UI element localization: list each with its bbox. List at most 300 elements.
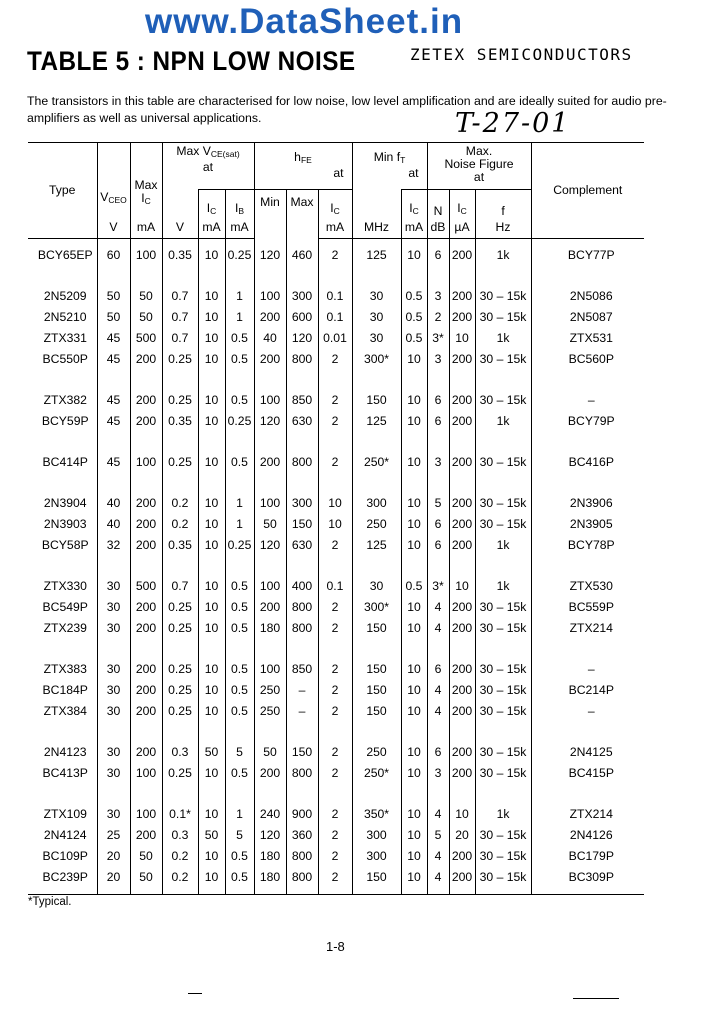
- cell-hfe-max: 850: [286, 390, 318, 411]
- cell-nf-ic: 20: [449, 825, 475, 846]
- cell-vceo: 30: [97, 576, 130, 597]
- cell-comp: BC179P: [531, 846, 644, 867]
- cell-vceo: 30: [97, 804, 130, 825]
- cell-hfe-max: 800: [286, 763, 318, 784]
- cell-ft-ic: 0.5: [401, 307, 427, 328]
- cell-ft-ic: 10: [401, 680, 427, 701]
- cell-vce-ic: 10: [198, 680, 225, 701]
- cell-nf-f: 30 – 15k: [475, 493, 531, 514]
- cell-vce-ic: 10: [198, 535, 225, 556]
- cell-hfe-ic: 2: [318, 825, 352, 846]
- row-spacer: [28, 888, 644, 895]
- cell-vce-ic: 10: [198, 804, 225, 825]
- cell-hfe-ic: 2: [318, 763, 352, 784]
- cell-vceo: 50: [97, 286, 130, 307]
- cell-ic: 200: [130, 493, 162, 514]
- cell-vce-ib: 0.5: [225, 452, 254, 473]
- cell-vce: 0.35: [162, 535, 198, 556]
- cell-vce-ic: 10: [198, 763, 225, 784]
- cell-ic: 50: [130, 846, 162, 867]
- cell-ic: 100: [130, 452, 162, 473]
- cell-type: ZTX330: [43, 579, 87, 593]
- cell-nf: 3: [427, 452, 449, 473]
- cell-ft: 125: [352, 535, 401, 556]
- cell-comp: 2N5086: [531, 286, 644, 307]
- cell-comp: BC560P: [531, 349, 644, 370]
- cell-ft-ic: 10: [401, 804, 427, 825]
- cell-nf-f: 30 – 15k: [475, 286, 531, 307]
- cell-hfe-ic: 2: [318, 742, 352, 763]
- cell-hfe-min: 50: [254, 514, 286, 535]
- header-ft-group: Min $f_T$ at: [352, 143, 427, 190]
- cell-comp: BC559P: [531, 597, 644, 618]
- cell-ic: 500: [130, 328, 162, 349]
- cell-nf-f: 1k: [475, 535, 531, 556]
- cell-vce-ic: 10: [198, 493, 225, 514]
- header-vce-sat-group: Max $V_{CE(sat)}$ at: [162, 143, 254, 190]
- cell-hfe-min: 120: [254, 238, 286, 266]
- cell-vce-ib: 1: [225, 804, 254, 825]
- table-row: [28, 349, 644, 370]
- cell-ic: 200: [130, 618, 162, 639]
- cell-ft-ic: 10: [401, 535, 427, 556]
- table-row: [28, 701, 644, 722]
- cell-type: 2N3903: [43, 517, 87, 531]
- cell-ic: 200: [130, 701, 162, 722]
- cell-nf: 3*: [427, 576, 449, 597]
- cell-hfe-ic: 2: [318, 390, 352, 411]
- header-ft-ic-unit: mA: [401, 218, 427, 239]
- cell-type: BCY65EP: [37, 248, 93, 262]
- cell-nf: 4: [427, 867, 449, 888]
- cell-nf-ic: 200: [449, 452, 475, 473]
- cell-vce-ib: 0.5: [225, 701, 254, 722]
- cell-nf-ic: 200: [449, 535, 475, 556]
- cell-vce: 0.35: [162, 411, 198, 432]
- cell-nf-ic: 200: [449, 411, 475, 432]
- cell-ft-ic: 10: [401, 742, 427, 763]
- header-vce-v-spacer: [162, 190, 198, 218]
- table-row: [28, 286, 644, 307]
- cell-ft: 150: [352, 390, 401, 411]
- table-row: [28, 618, 644, 639]
- cell-type: ZTX109: [43, 807, 87, 821]
- cell-vce-ib: 5: [225, 825, 254, 846]
- cell-hfe-min: 180: [254, 846, 286, 867]
- cell-nf: 4: [427, 680, 449, 701]
- cell-hfe-min: 200: [254, 763, 286, 784]
- cell-vce-ic: 50: [198, 742, 225, 763]
- cell-vceo: 20: [97, 867, 130, 888]
- cell-nf-ic: 200: [449, 238, 475, 266]
- header-vce-ib: $I_B$: [225, 190, 254, 218]
- cell-vceo: 25: [97, 825, 130, 846]
- cell-vceo: 30: [97, 680, 130, 701]
- header-ic: Max $I_C$ mA: [130, 143, 162, 239]
- cell-vce-ic: 10: [198, 867, 225, 888]
- cell-ft: 250*: [352, 763, 401, 784]
- cell-hfe-max: 120: [286, 328, 318, 349]
- table-row: [28, 763, 644, 784]
- cell-nf: 3: [427, 349, 449, 370]
- cell-hfe-ic: 0.1: [318, 576, 352, 597]
- page-title: TABLE 5 : NPN LOW NOISE: [27, 46, 356, 76]
- cell-vceo: 45: [97, 390, 130, 411]
- cell-ft-ic: 10: [401, 701, 427, 722]
- cell-type: BC550P: [42, 352, 88, 366]
- row-spacer: [28, 639, 644, 659]
- cell-ic: 100: [130, 763, 162, 784]
- cell-ft-ic: 10: [401, 411, 427, 432]
- cell-nf-f: 30 – 15k: [475, 867, 531, 888]
- cell-hfe-min: 200: [254, 597, 286, 618]
- cell-vce: 0.2: [162, 846, 198, 867]
- cell-vceo: 20: [97, 846, 130, 867]
- cell-vce: 0.35: [162, 238, 198, 266]
- cell-hfe-ic: 2: [318, 535, 352, 556]
- cell-comp: BC415P: [531, 763, 644, 784]
- cell-comp: ZTX214: [531, 618, 644, 639]
- cell-hfe-ic: 2: [318, 701, 352, 722]
- cell-hfe-min: 100: [254, 390, 286, 411]
- cell-ft: 300*: [352, 597, 401, 618]
- header-vceo: $V_{CEO}$ V: [97, 143, 130, 239]
- cell-hfe-ic: 2: [318, 238, 352, 266]
- cell-nf: 6: [427, 514, 449, 535]
- cell-type: BC239P: [42, 870, 88, 884]
- cell-ft: 300*: [352, 349, 401, 370]
- cell-vce: 0.1*: [162, 804, 198, 825]
- cell-nf-ic: 200: [449, 701, 475, 722]
- cell-vce-ic: 10: [198, 390, 225, 411]
- cell-hfe-max: 850: [286, 659, 318, 680]
- header-hfe-max: Max: [286, 190, 318, 239]
- cell-comp: ZTX214: [531, 804, 644, 825]
- cell-ft: 250*: [352, 452, 401, 473]
- table-row: [28, 328, 644, 349]
- cell-nf-ic: 200: [449, 680, 475, 701]
- cell-hfe-max: 900: [286, 804, 318, 825]
- cell-nf-ic: 10: [449, 576, 475, 597]
- cell-nf: 6: [427, 659, 449, 680]
- cell-vceo: 32: [97, 535, 130, 556]
- cell-vceo: 40: [97, 493, 130, 514]
- cell-ft-ic: 10: [401, 452, 427, 473]
- cell-nf-ic: 200: [449, 618, 475, 639]
- cell-nf-ic: 200: [449, 286, 475, 307]
- cell-nf-ic: 10: [449, 328, 475, 349]
- cell-comp: 2N4125: [531, 742, 644, 763]
- cell-nf-f: 30 – 15k: [475, 659, 531, 680]
- cell-comp: 2N5087: [531, 307, 644, 328]
- cell-hfe-min: 250: [254, 701, 286, 722]
- cell-hfe-max: 800: [286, 867, 318, 888]
- table-row: [28, 514, 644, 535]
- cell-vce-ib: 1: [225, 307, 254, 328]
- table-row: [28, 307, 644, 328]
- cell-ft: 30: [352, 286, 401, 307]
- scan-mark: [573, 998, 619, 999]
- cell-hfe-max: –: [286, 680, 318, 701]
- header-complement: Complement: [531, 143, 644, 239]
- cell-ic: 500: [130, 576, 162, 597]
- cell-vce-ic: 10: [198, 701, 225, 722]
- cell-hfe-min: 200: [254, 307, 286, 328]
- cell-hfe-max: 800: [286, 597, 318, 618]
- cell-vceo: 45: [97, 411, 130, 432]
- cell-hfe-min: 120: [254, 535, 286, 556]
- cell-vce-ib: 0.5: [225, 680, 254, 701]
- cell-type: ZTX331: [43, 331, 87, 345]
- cell-vce-ib: 0.5: [225, 576, 254, 597]
- cell-vceo: 30: [97, 597, 130, 618]
- cell-vce-ib: 0.5: [225, 390, 254, 411]
- cell-type: ZTX239: [43, 621, 87, 635]
- cell-ft-ic: 10: [401, 493, 427, 514]
- cell-ft-ic: 10: [401, 659, 427, 680]
- cell-type: 2N3904: [43, 496, 87, 510]
- cell-nf: 3*: [427, 328, 449, 349]
- cell-ft-ic: 10: [401, 867, 427, 888]
- header-vce-ic: $I_C$: [198, 190, 225, 218]
- cell-vce-ic: 10: [198, 411, 225, 432]
- cell-hfe-max: 800: [286, 846, 318, 867]
- cell-vce-ib: 0.5: [225, 659, 254, 680]
- cell-hfe-max: 300: [286, 493, 318, 514]
- cell-hfe-min: 120: [254, 411, 286, 432]
- cell-type: ZTX383: [43, 662, 87, 676]
- cell-hfe-max: 400: [286, 576, 318, 597]
- cell-nf-ic: 10: [449, 804, 475, 825]
- cell-vce: 0.25: [162, 390, 198, 411]
- cell-ic: 200: [130, 742, 162, 763]
- header-vce-ic-unit: mA: [198, 218, 225, 239]
- cell-hfe-min: 40: [254, 328, 286, 349]
- cell-comp: 2N3905: [531, 514, 644, 535]
- cell-ic: 200: [130, 349, 162, 370]
- cell-hfe-max: 300: [286, 286, 318, 307]
- cell-ic: 50: [130, 286, 162, 307]
- cell-ft: 150: [352, 867, 401, 888]
- cell-vce-ic: 10: [198, 307, 225, 328]
- cell-nf-ic: 200: [449, 307, 475, 328]
- cell-hfe-ic: 0.01: [318, 328, 352, 349]
- row-spacer: [28, 556, 644, 576]
- cell-ft-ic: 0.5: [401, 286, 427, 307]
- cell-ft: 30: [352, 328, 401, 349]
- cell-nf-ic: 200: [449, 867, 475, 888]
- header-nf-f: f: [475, 190, 531, 218]
- table-row: [28, 576, 644, 597]
- cell-hfe-max: –: [286, 701, 318, 722]
- cell-hfe-ic: 0.1: [318, 307, 352, 328]
- header-hfe-ic-unit: mA: [318, 218, 352, 239]
- header-ft-ic: $I_C$: [401, 190, 427, 218]
- row-spacer: [28, 722, 644, 742]
- cell-hfe-max: 800: [286, 349, 318, 370]
- cell-hfe-min: 200: [254, 452, 286, 473]
- cell-vceo: 30: [97, 701, 130, 722]
- cell-nf-f: 30 – 15k: [475, 680, 531, 701]
- cell-vce-ib: 0.5: [225, 618, 254, 639]
- cell-nf-f: 30 – 15k: [475, 742, 531, 763]
- cell-ft-ic: 10: [401, 846, 427, 867]
- table-row: [28, 493, 644, 514]
- cell-nf: 6: [427, 238, 449, 266]
- header-nf-n-unit: dB: [427, 218, 449, 239]
- cell-ft-ic: 10: [401, 349, 427, 370]
- cell-vce: 0.25: [162, 680, 198, 701]
- cell-hfe-ic: 2: [318, 804, 352, 825]
- cell-comp: BCY77P: [531, 238, 644, 266]
- table-row: [28, 411, 644, 432]
- cell-hfe-min: 180: [254, 867, 286, 888]
- cell-ic: 200: [130, 535, 162, 556]
- cell-vce-ib: 1: [225, 493, 254, 514]
- cell-ft: 350*: [352, 804, 401, 825]
- npn-low-noise-table: [28, 142, 644, 895]
- cell-nf-f: 30 – 15k: [475, 846, 531, 867]
- table-row: [28, 238, 644, 266]
- cell-nf: 6: [427, 390, 449, 411]
- cell-vce-ib: 0.25: [225, 238, 254, 266]
- cell-nf-ic: 200: [449, 493, 475, 514]
- cell-vceo: 45: [97, 452, 130, 473]
- cell-ft: 125: [352, 411, 401, 432]
- cell-vce-ic: 10: [198, 514, 225, 535]
- header-noise-figure-group: Max. Noise Figure at: [427, 143, 531, 190]
- watermark-text: www.DataSheet.in: [145, 2, 464, 41]
- cell-ft: 300: [352, 825, 401, 846]
- cell-vce: 0.25: [162, 452, 198, 473]
- cell-hfe-max: 800: [286, 618, 318, 639]
- cell-nf-f: 1k: [475, 576, 531, 597]
- cell-hfe-max: 600: [286, 307, 318, 328]
- cell-vce-ic: 10: [198, 597, 225, 618]
- cell-hfe-min: 250: [254, 680, 286, 701]
- cell-ft-ic: 10: [401, 514, 427, 535]
- cell-ft-ic: 10: [401, 238, 427, 266]
- cell-ic: 200: [130, 659, 162, 680]
- cell-ic: 200: [130, 680, 162, 701]
- cell-ft-ic: 10: [401, 763, 427, 784]
- cell-vce: 0.7: [162, 328, 198, 349]
- cell-vce-ic: 10: [198, 452, 225, 473]
- row-spacer: [28, 370, 644, 390]
- cell-ic: 50: [130, 867, 162, 888]
- cell-hfe-ic: 2: [318, 597, 352, 618]
- table-row: [28, 804, 644, 825]
- cell-ft: 125: [352, 238, 401, 266]
- cell-hfe-ic: 2: [318, 452, 352, 473]
- cell-vceo: 45: [97, 349, 130, 370]
- cell-hfe-ic: 10: [318, 514, 352, 535]
- cell-hfe-max: 800: [286, 452, 318, 473]
- cell-nf: 5: [427, 825, 449, 846]
- cell-vce-ic: 10: [198, 846, 225, 867]
- cell-vce-ib: 1: [225, 514, 254, 535]
- cell-hfe-min: 50: [254, 742, 286, 763]
- cell-vce: 0.25: [162, 701, 198, 722]
- row-spacer: [28, 432, 644, 452]
- cell-hfe-max: 460: [286, 238, 318, 266]
- cell-nf: 3: [427, 286, 449, 307]
- cell-vce: 0.7: [162, 307, 198, 328]
- cell-hfe-ic: 2: [318, 867, 352, 888]
- cell-hfe-ic: 2: [318, 349, 352, 370]
- cell-vce-ic: 10: [198, 238, 225, 266]
- cell-nf: 5: [427, 493, 449, 514]
- cell-comp: –: [531, 701, 644, 722]
- cell-ic: 200: [130, 597, 162, 618]
- cell-ic: 200: [130, 411, 162, 432]
- cell-comp: –: [531, 659, 644, 680]
- cell-comp: 2N3906: [531, 493, 644, 514]
- cell-nf: 6: [427, 742, 449, 763]
- cell-ft: 150: [352, 680, 401, 701]
- cell-hfe-min: 100: [254, 286, 286, 307]
- table-body: [28, 238, 644, 894]
- cell-type: BCY59P: [41, 414, 89, 428]
- cell-ft: 150: [352, 701, 401, 722]
- header-nf-n: N: [427, 190, 449, 218]
- cell-ft-ic: 0.5: [401, 328, 427, 349]
- cell-type: BCY58P: [41, 538, 89, 552]
- cell-vce-ib: 0.5: [225, 867, 254, 888]
- cell-comp: BCY79P: [531, 411, 644, 432]
- cell-nf: 4: [427, 618, 449, 639]
- cell-nf-ic: 200: [449, 597, 475, 618]
- header-nf-ic-unit: µA: [449, 218, 475, 239]
- cell-comp: BCY78P: [531, 535, 644, 556]
- cell-nf: 6: [427, 411, 449, 432]
- cell-hfe-min: 100: [254, 576, 286, 597]
- header-ft-spacer: [352, 190, 401, 218]
- cell-hfe-min: 100: [254, 659, 286, 680]
- cell-nf-f: 30 – 15k: [475, 514, 531, 535]
- cell-nf-f: 1k: [475, 328, 531, 349]
- table-row: [28, 867, 644, 888]
- cell-ft-ic: 10: [401, 597, 427, 618]
- cell-type: 2N4124: [43, 828, 87, 842]
- cell-vce: 0.25: [162, 618, 198, 639]
- cell-hfe-ic: 2: [318, 680, 352, 701]
- cell-nf: 4: [427, 804, 449, 825]
- cell-ft: 250: [352, 742, 401, 763]
- cell-comp: ZTX530: [531, 576, 644, 597]
- cell-ft-ic: 10: [401, 825, 427, 846]
- cell-vce: 0.25: [162, 597, 198, 618]
- cell-nf-f: 1k: [475, 238, 531, 266]
- cell-vceo: 30: [97, 742, 130, 763]
- cell-vce: 0.7: [162, 286, 198, 307]
- company-name: ZETEX SEMICONDUCTORS: [410, 45, 633, 64]
- cell-vce: 0.7: [162, 576, 198, 597]
- cell-type: BC413P: [42, 766, 88, 780]
- cell-type: 2N5209: [43, 289, 87, 303]
- cell-vce: 0.3: [162, 825, 198, 846]
- cell-hfe-max: 630: [286, 411, 318, 432]
- cell-vceo: 30: [97, 618, 130, 639]
- cell-type: BC549P: [42, 600, 88, 614]
- cell-ic: 200: [130, 390, 162, 411]
- cell-nf-f: 30 – 15k: [475, 825, 531, 846]
- header-ft-unit: MHz: [352, 218, 401, 239]
- cell-ft: 30: [352, 576, 401, 597]
- header-vce-ib-unit: mA: [225, 218, 254, 239]
- table-row: [28, 390, 644, 411]
- cell-type: ZTX384: [43, 704, 87, 718]
